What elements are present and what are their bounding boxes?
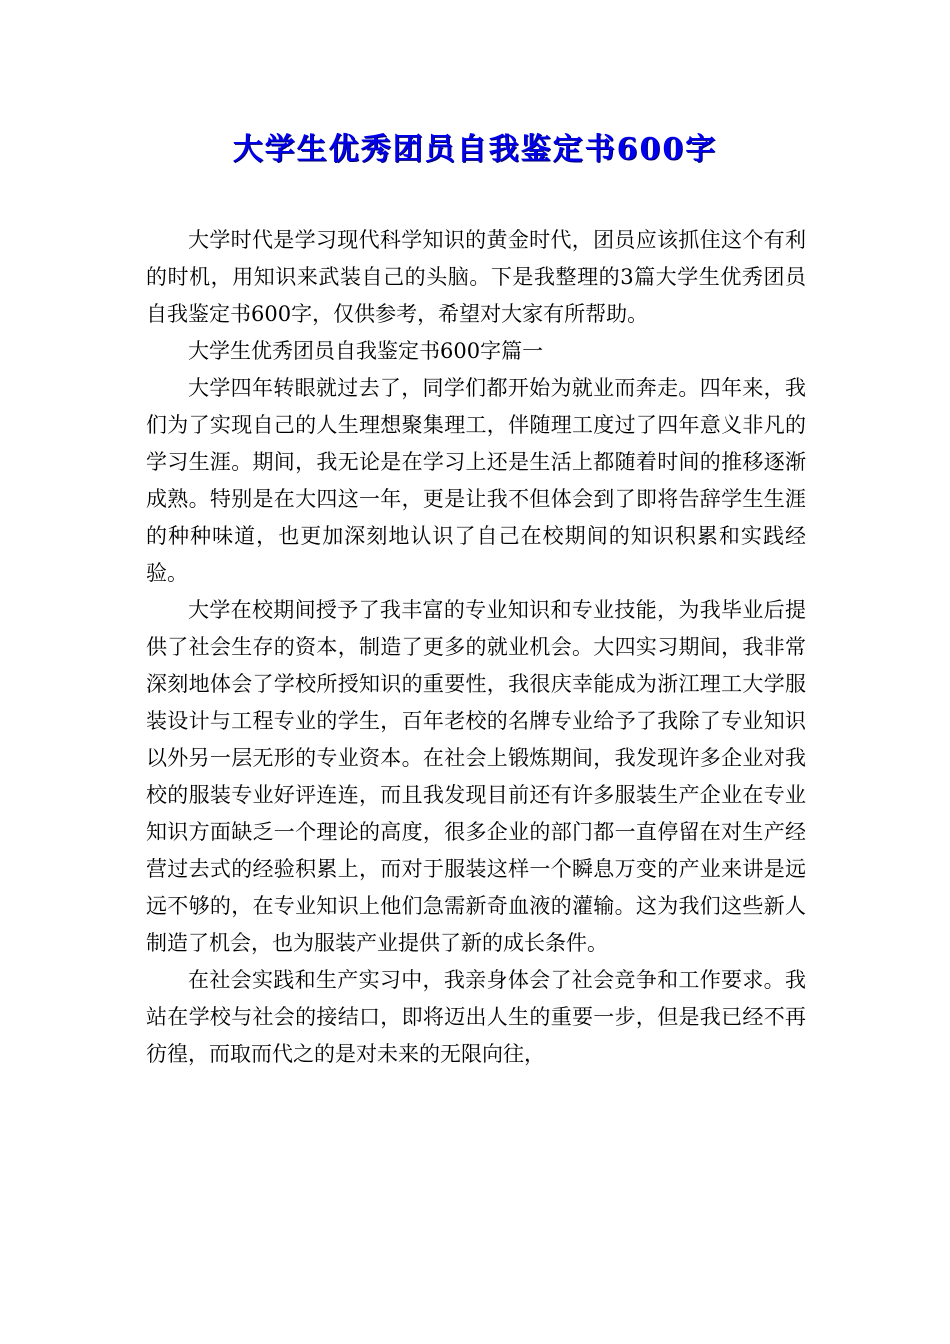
paragraph: 在社会实践和生产实习中，我亲身体会了社会竞争和工作要求。我站在学校与社会的接结口，即将迈出人生的重要一步，但是我已经不再彷徨，而取而代之的是对未来的无限向往， <box>146 968 806 1066</box>
paragraph: 大学四年转眼就过去了，同学们都开始为就业而奔走。四年来，我们为了实现自己的人生理想聚集理工，伴随理工度过了四年意义非凡的学习生涯。期间，我无论是在学习上还是生活上都随着时间的推移逐渐成熟。特别是在大四这一年，更是让我不但体会到了即将告辞学生生涯的种种味道，也更加深刻地认识了自己在校期间的知识积累和实践经验。 <box>146 376 806 585</box>
paragraph: 大学在校期间授予了我丰富的专业知识和专业技能，为我毕业后提供了社会生存的资本，制造了更多的就业机会。大四实习期间，我非常深刻地体会了学校所授知识的重要性，我很庆幸能成为浙江理工大学服装设计与工程专业的学生，百年老校的名牌专业给予了我除了专业知识以外另一层无形的专业资本。在社会上锻炼期间，我发现许多企业对我校的服装专业好评连连，而且我发现目前还有许多服装生产企业在专业知识方面缺乏一个理论的高度，很多企业的部门都一直停留在对生产经营过去式的经验积累上，而对于服装这样一个瞬息万变的产业来讲是远远不够的，在专业知识上他们急需新奇血液的灌输。这为我们这些新人制造了机会，也为服装产业提供了新的成长条件。 <box>146 598 806 955</box>
document-title: 大学生优秀团员自我鉴定书600字 <box>232 132 718 167</box>
document-body <box>146 222 806 1073</box>
paragraph-intro: 大学时代是学习现代科学知识的黄金时代，团员应该抓住这个有利的时机，用知识来武装自己的头脑。下是我整理的3篇大学生优秀团员自我鉴定书600字，仅供参考，希望对大家有所帮助。 <box>146 228 806 326</box>
section-heading: 大学生优秀团员自我鉴定书600字篇一 <box>188 339 544 363</box>
